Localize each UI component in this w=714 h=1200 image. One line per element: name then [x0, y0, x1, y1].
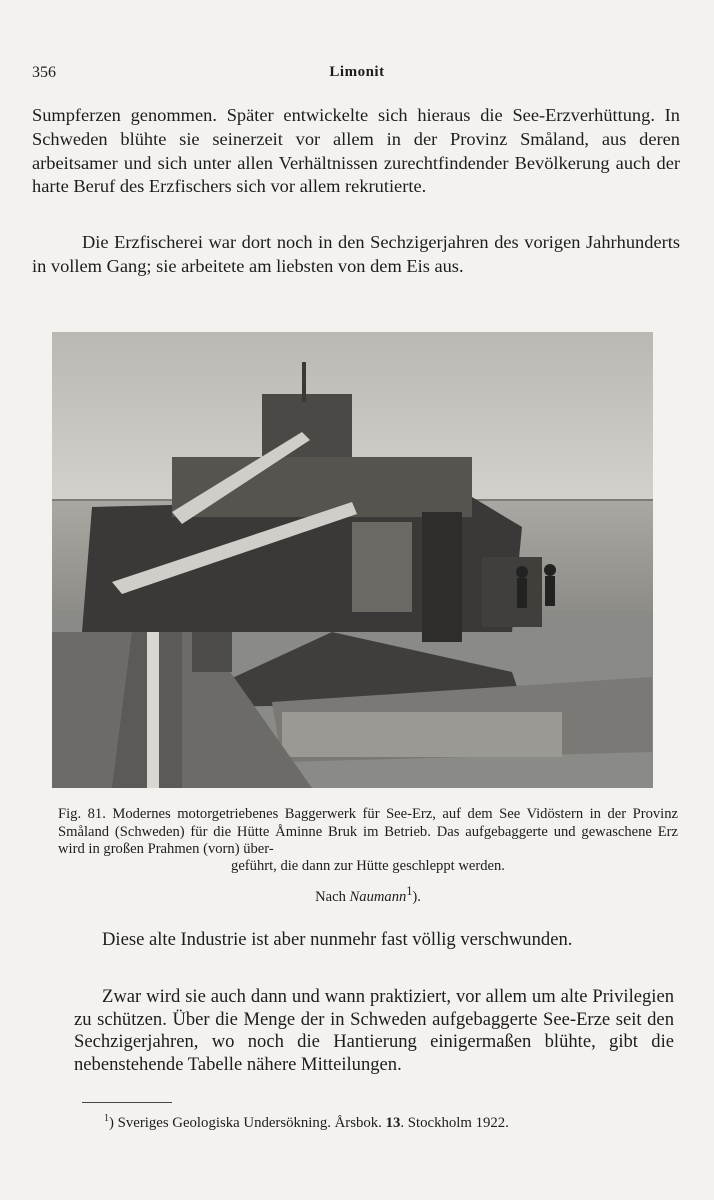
figure-caption: Fig. 81. Modernes motorgetriebenes Baggerwerk für See-Erz, auf dem See Vidöstern in der Provinz Småland (Schweden) für die Hütte Åminne Bruk im Betrieb. Das aufgebaggerte und gewaschene Erz wird in großen Prahmen (vorn) über- [58, 806, 678, 858]
paragraph-privilegien: Zwar wird sie auch dann und wann praktiziert, vor allem um alte Privilegien zu schützen. Über die Menge der in Schweden aufgebaggerte See-Erze seit den Sechzigerjahren, wo noch die Hantierung einigermaßen blühte, gibt die nebenstehende Tabelle nähere Mitteilungen. [74, 986, 674, 1075]
credit-footnote-marker: 1 [406, 884, 413, 898]
credit-prefix: Nach [315, 888, 346, 905]
dredger-photo [52, 332, 653, 788]
figure-caption-end: geführt, die dann zur Hütte geschleppt werden. [231, 858, 505, 874]
footnote-rule [82, 1102, 172, 1103]
page-header [32, 64, 682, 86]
footnote-text-end: . Stockholm 1922. [400, 1114, 509, 1131]
dredger-photo-illustration [52, 332, 653, 788]
paragraph-industrie: Diese alte Industrie ist aber nunmehr fast völlig verschwunden. [102, 929, 573, 950]
footnote-marker: 1 [104, 1113, 109, 1124]
figure-credit [58, 884, 678, 906]
running-title: Limonit [329, 64, 385, 80]
footnote [104, 1113, 684, 1132]
paragraph-intro: Sumpferzen genommen. Später entwickelte sich hieraus die See-Erzverhüttung. In Schweden blühte sie seinerzeit vor allem in der Provinz Småland, aus deren arbeitsamer und sich unter allen Verhältnissen zurechtfindender Bevölkerung auch der harte Beruf des Erzfischers sich vor allem rekrutierte. [32, 105, 680, 197]
footnote-volume: 13 [385, 1114, 401, 1131]
footnote-text: ) Sveriges Geologiska Undersökning. Årsbok. [109, 1114, 382, 1131]
credit-suffix: ). [412, 888, 421, 905]
credit-author: Naumann [349, 888, 407, 905]
paragraph-erzfischerei: Die Erzfischerei war dort noch in den Sechzigerjahren des vorigen Jahrhunderts in vollem Gang; sie arbeitete am liebsten von dem Eis aus. [32, 232, 680, 276]
page-number: 356 [32, 64, 56, 81]
